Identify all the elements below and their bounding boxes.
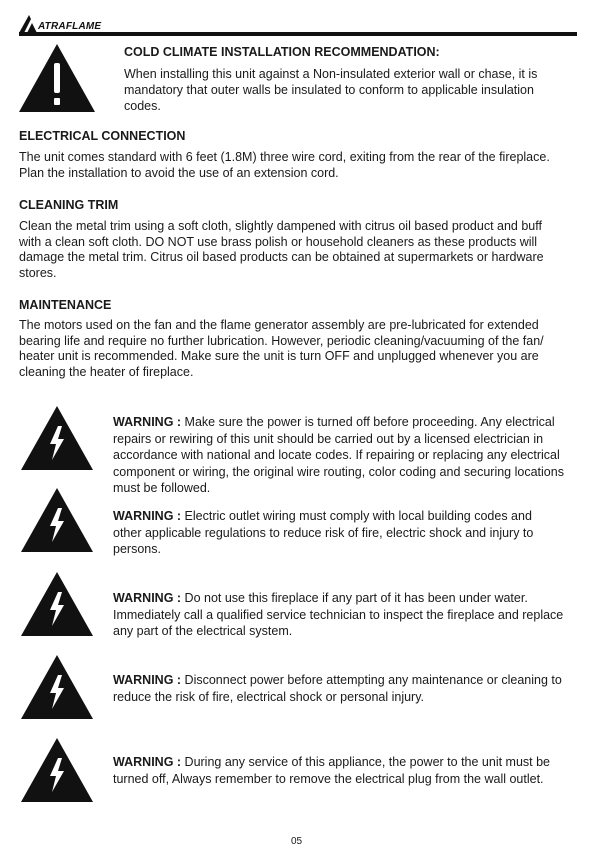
high-voltage-triangle-icon <box>21 406 93 470</box>
text-line: bearing life and require no further lubrication. However, periodic cleaning/vacuuming of the fan/ <box>19 333 544 348</box>
text-line: with a clean soft cloth. DO NOT use brass polish or household cleaners as these products will <box>19 234 538 249</box>
warning-label: WARNING : <box>113 591 182 605</box>
high-voltage-triangle-icon <box>21 655 93 719</box>
high-voltage-triangle-icon <box>21 738 93 802</box>
text-line: WARNING : Disconnect power before attempting any maintenance or cleaning to <box>113 673 562 687</box>
text-line: turned off, Always remember to remove the electrical plug from the wall outlet. <box>113 771 544 786</box>
logo-text: ATRAFLAME <box>38 20 102 32</box>
text-line: heater unit is recommended. Make sure the unit is turn OFF and unplugged whenever you are <box>19 349 539 363</box>
text-line: Clean the metal trim using a soft cloth, slightly dampened with citrus oil based product and buff <box>19 219 542 233</box>
maintenance-body <box>19 318 579 380</box>
text-line: WARNING : Do not use this fireplace if any part of it has been under water. <box>113 591 528 605</box>
header-rule <box>19 32 577 36</box>
warning-2-text <box>113 508 579 558</box>
warning-label: WARNING : <box>113 509 182 523</box>
page-header <box>19 10 577 38</box>
text-line: persons. <box>113 542 161 556</box>
warning-3-text <box>113 590 579 640</box>
warning-label: WARNING : <box>113 415 182 429</box>
text-line: Plan the installation to avoid the use of an extension cord. <box>19 165 339 180</box>
text-line: WARNING : During any service of this appliance, the power to the unit must be <box>113 755 551 769</box>
text-line: accordance with national and locate codes. If repairing or replacing any electrical <box>113 448 560 462</box>
text-line: damage the metal trim. Citrus oil based products can be obtained at supermarkets or hardware <box>19 250 544 264</box>
text-line: When installing this unit against a Non-insulated exterior wall or chase, it is <box>124 67 538 81</box>
warning-5-text <box>113 754 579 787</box>
electrical-connection-body <box>19 150 579 181</box>
text-line: repairs or rewiring of this unit should be carried out by a licensed electrician in <box>113 431 544 446</box>
maintenance-title: MAINTENANCE <box>19 298 112 312</box>
warning-4-text <box>113 672 579 705</box>
cold-climate-title: COLD CLIMATE INSTALLATION RECOMMENDATION: <box>124 45 440 59</box>
text-line: component or wiring, the original wire routing, color coding and securing locations <box>113 464 564 479</box>
text-line: must be followed. <box>113 481 211 495</box>
text-line: The motors used on the fan and the flame generator assembly are pre-lubricated for extended <box>19 318 539 332</box>
text-line: codes. <box>124 99 161 113</box>
text-line: other applicable regulations to reduce risk of fire, electric shock and injury to <box>113 525 534 540</box>
cleaning-trim-body <box>19 219 579 281</box>
high-voltage-triangle-icon <box>21 488 93 552</box>
page-number: 05 <box>290 836 303 847</box>
text-line: mandatory that outer walls be insulated to conform to applicable insulation <box>124 83 534 97</box>
atraflame-logo <box>19 12 101 34</box>
warning-1-text <box>113 414 579 497</box>
cold-climate-body <box>124 66 576 114</box>
text-line: cleaning the heater of fireplace. <box>19 364 194 379</box>
high-voltage-triangle-icon <box>21 572 93 636</box>
text-line: any part of the electrical system. <box>113 624 293 638</box>
text-line: The unit comes standard with 6 feet (1.8M) three wire cord, exiting from the rear of the fireplace. <box>19 150 550 164</box>
exclamation-triangle-icon <box>19 44 95 112</box>
text-line: Immediately call a qualified service technician to inspect the fireplace and replace <box>113 607 564 622</box>
warning-label: WARNING : <box>113 673 182 687</box>
text-line: reduce the risk of fire, electrical shock or personal injury. <box>113 689 425 704</box>
text-line: stores. <box>19 265 57 280</box>
warning-label: WARNING : <box>113 755 182 769</box>
cleaning-trim-title: CLEANING TRIM <box>19 198 119 212</box>
text-line: WARNING : Make sure the power is turned off before proceeding. Any electrical <box>113 415 555 429</box>
electrical-connection-title: ELECTRICAL CONNECTION <box>19 129 186 143</box>
text-line: WARNING : Electric outlet wiring must comply with local building codes and <box>113 509 532 523</box>
